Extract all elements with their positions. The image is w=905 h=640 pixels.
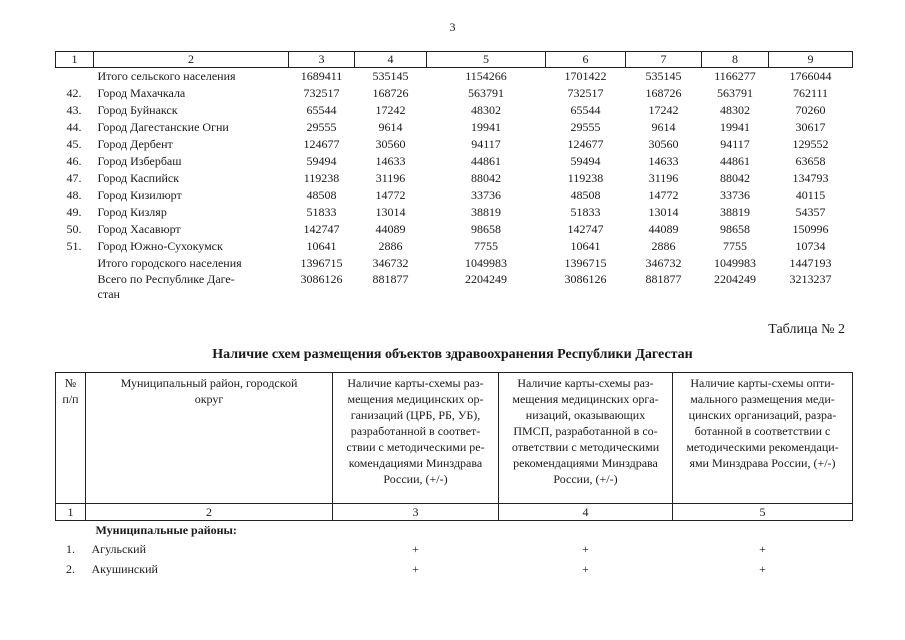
table-row — [56, 204, 853, 221]
value-cell: 44861 — [720, 154, 750, 168]
header-cell: 2 — [94, 52, 289, 68]
table-number-label: Таблица № 2 — [768, 322, 845, 337]
header-cell: 6 — [546, 52, 626, 68]
header-cell: № п/п — [56, 373, 86, 504]
value-cell: 31196 — [375, 171, 406, 185]
value-cell: 150996 — [792, 222, 829, 236]
value-cell: 7755 — [723, 239, 747, 253]
table-row — [56, 255, 853, 272]
table-row — [56, 539, 853, 559]
value-cell: 346732 — [372, 256, 409, 270]
header-cell: Наличие карты-схемы опти- мального размещения меди- цинских организаций, разра- ботанной в соответствии с методическими рекомендаци- ями Минздрава России, (+/-) — [673, 373, 853, 504]
value-cell: 48302 — [471, 103, 501, 117]
value-cell: 54357 — [795, 205, 826, 219]
value-cell: 346732 — [645, 256, 682, 270]
value-cell: 63658 — [795, 154, 826, 168]
value-cell: 10641 — [306, 239, 337, 253]
column-number-cell: 4 — [499, 504, 673, 521]
value-cell: 44089 — [375, 222, 406, 236]
value-cell: 732517 — [567, 86, 604, 100]
value-cell: 51833 — [306, 205, 337, 219]
value-cell: 14633 — [375, 154, 406, 168]
row-name: Город Избербаш — [97, 154, 182, 168]
row-name: Город Хасавюрт — [97, 222, 181, 236]
value-cell: 44861 — [471, 154, 501, 168]
mark-cell: + — [582, 561, 589, 576]
mark-cell: + — [759, 541, 766, 556]
value-cell: 3213237 — [789, 272, 832, 286]
header-cell: 4 — [355, 52, 427, 68]
group-label: Муниципальные районы: — [95, 522, 237, 537]
value-cell: 59494 — [306, 154, 337, 168]
value-cell: 535145 — [645, 69, 682, 83]
value-cell: 40115 — [795, 188, 826, 202]
row-number: 45. — [66, 137, 82, 151]
value-cell: 762111 — [792, 86, 829, 100]
value-cell: 30560 — [375, 137, 406, 151]
value-cell: 51833 — [570, 205, 601, 219]
row-name: Всего по Республике Даге- стан — [97, 272, 235, 301]
value-cell: 535145 — [372, 69, 409, 83]
group-row — [56, 521, 853, 540]
value-cell: 881877 — [645, 272, 682, 286]
value-cell: 59494 — [570, 154, 601, 168]
value-cell: 1689411 — [300, 69, 343, 83]
table-title: Наличие схем размещения объектов здравоохранения Республики Дагестан — [212, 347, 693, 362]
value-cell: 98658 — [471, 222, 501, 236]
value-cell: 48302 — [720, 103, 750, 117]
row-number: 1. — [66, 541, 75, 556]
value-cell: 7755 — [474, 239, 498, 253]
value-cell: 13014 — [648, 205, 679, 219]
value-cell: 2886 — [378, 239, 403, 253]
header-cell: 7 — [626, 52, 702, 68]
table-row — [56, 221, 853, 238]
header-row — [56, 373, 853, 504]
value-cell: 38819 — [471, 205, 501, 219]
value-cell: 30560 — [648, 137, 679, 151]
value-cell: 9614 — [651, 120, 676, 134]
value-cell: 1396715 — [564, 256, 607, 270]
value-cell: 563791 — [717, 86, 753, 100]
value-cell: 1166277 — [714, 69, 756, 83]
value-cell: 119238 — [567, 171, 604, 185]
value-cell: 1049983 — [465, 256, 507, 270]
table-row — [56, 102, 853, 119]
population-table — [55, 51, 853, 302]
value-cell: 19941 — [471, 120, 501, 134]
row-number: 2. — [66, 561, 75, 576]
value-cell: 142747 — [303, 222, 340, 236]
row-number: 42. — [66, 86, 82, 100]
value-cell: 10641 — [570, 239, 601, 253]
mark-cell: + — [759, 561, 766, 576]
value-cell: 70260 — [795, 103, 826, 117]
table-row — [56, 85, 853, 102]
value-cell: 29555 — [570, 120, 601, 134]
table-row — [56, 119, 853, 136]
header-cell: Наличие карты-схемы раз- мещения медицинских ор- ганизаций (ЦРБ, РБ, УБ), разработанной в соответ- ствии с методическими ре- комендациями Минздрава России, (+/-) — [333, 373, 499, 504]
value-cell: 94117 — [720, 137, 750, 151]
value-cell: 2886 — [651, 239, 676, 253]
total-row — [56, 272, 853, 302]
value-cell: 134793 — [792, 171, 829, 185]
row-number: 46. — [66, 154, 82, 168]
row-number — [56, 68, 94, 86]
value-cell: 65544 — [570, 103, 601, 117]
value-cell: 29555 — [306, 120, 337, 134]
value-cell: 881877 — [372, 272, 409, 286]
row-number — [56, 272, 94, 302]
value-cell: 142747 — [567, 222, 604, 236]
value-cell: 17242 — [648, 103, 679, 117]
value-cell: 14772 — [375, 188, 406, 202]
row-name: Город Южно-Сухокумск — [97, 239, 223, 253]
row-name: Город Буйнакск — [97, 103, 178, 117]
row-name: Город Кизляр — [97, 205, 167, 219]
value-cell: 1396715 — [300, 256, 343, 270]
value-cell: 48508 — [306, 188, 337, 202]
row-number — [56, 255, 94, 272]
value-cell: 10734 — [795, 239, 826, 253]
value-cell: 3086126 — [564, 272, 607, 286]
value-cell: 3086126 — [300, 272, 343, 286]
value-cell: 2204249 — [714, 272, 756, 286]
header-cell: 3 — [289, 52, 355, 68]
value-cell: 48508 — [570, 188, 601, 202]
row-name: Акушинский — [91, 561, 158, 576]
header-cell: 5 — [427, 52, 546, 68]
value-cell: 31196 — [648, 171, 679, 185]
value-cell: 33736 — [720, 188, 750, 202]
value-cell: 9614 — [378, 120, 403, 134]
page-number: 3 — [449, 20, 456, 34]
value-cell: 14772 — [648, 188, 679, 202]
value-cell: 129552 — [792, 137, 829, 151]
row-name: Агульский — [91, 541, 147, 556]
row-number: 48. — [66, 188, 82, 202]
column-number-cell: 3 — [333, 504, 499, 521]
value-cell: 1447193 — [789, 256, 832, 270]
table-row — [56, 153, 853, 170]
value-cell: 65544 — [306, 103, 337, 117]
value-cell: 19941 — [720, 120, 750, 134]
value-cell: 119238 — [303, 171, 340, 185]
mark-cell: + — [412, 541, 419, 556]
value-cell: 17242 — [375, 103, 406, 117]
table-row — [56, 238, 853, 255]
value-cell: 38819 — [720, 205, 750, 219]
row-name: Итого сельского населения — [97, 69, 236, 83]
value-cell: 13014 — [375, 205, 406, 219]
header-cell: 1 — [56, 52, 94, 68]
row-name: Город Кизилюрт — [97, 188, 182, 202]
table-row — [56, 559, 853, 579]
value-cell: 563791 — [468, 86, 504, 100]
row-number: 51. — [66, 239, 82, 253]
column-number-cell: 1 — [56, 504, 86, 521]
value-cell: 732517 — [303, 86, 340, 100]
column-number-row — [56, 504, 853, 521]
value-cell: 1766044 — [789, 69, 832, 83]
table-row — [56, 187, 853, 204]
health-facilities-schemes-table — [55, 372, 853, 579]
row-number: 49. — [66, 205, 82, 219]
value-cell: 94117 — [471, 137, 501, 151]
value-cell: 168726 — [645, 86, 682, 100]
value-cell: 2204249 — [465, 272, 507, 286]
header-cell: Муниципальный район, городской округ — [86, 373, 333, 504]
mark-cell: + — [582, 541, 589, 556]
row-name: Город Каспийск — [97, 171, 180, 185]
row-number: 47. — [66, 171, 82, 185]
value-cell: 88042 — [471, 171, 501, 185]
value-cell: 1701422 — [564, 69, 607, 83]
header-cell: Наличие карты-схемы раз- мещения медицинских орга- низаций, оказывающих ПМСП, разработанной в со- ответствии с методическими рекомендациями Минздрава России, (+/-) — [499, 373, 673, 504]
row-name: Город Дербент — [97, 137, 173, 151]
header-cell: 8 — [702, 52, 769, 68]
table-row — [56, 68, 853, 86]
table-row — [56, 170, 853, 187]
value-cell: 98658 — [720, 222, 750, 236]
column-number-cell: 2 — [86, 504, 333, 521]
row-name: Город Дагестанские Огни — [97, 120, 229, 134]
table-row — [56, 136, 853, 153]
value-cell: 168726 — [372, 86, 409, 100]
row-name: Итого городского населения — [97, 256, 242, 270]
value-cell: 1154266 — [465, 69, 507, 83]
value-cell: 14633 — [648, 154, 679, 168]
header-row — [56, 52, 853, 68]
value-cell: 124677 — [567, 137, 604, 151]
header-cell: 9 — [769, 52, 853, 68]
row-name: Город Махачкала — [97, 86, 186, 100]
value-cell: 33736 — [471, 188, 501, 202]
value-cell: 88042 — [720, 171, 750, 185]
row-number: 44. — [66, 120, 82, 134]
value-cell: 30617 — [795, 120, 826, 134]
column-number-cell: 5 — [673, 504, 853, 521]
row-number: 50. — [66, 222, 82, 236]
mark-cell: + — [412, 561, 419, 576]
row-number: 43. — [66, 103, 82, 117]
value-cell: 1049983 — [714, 256, 756, 270]
value-cell: 124677 — [303, 137, 340, 151]
value-cell: 44089 — [648, 222, 679, 236]
